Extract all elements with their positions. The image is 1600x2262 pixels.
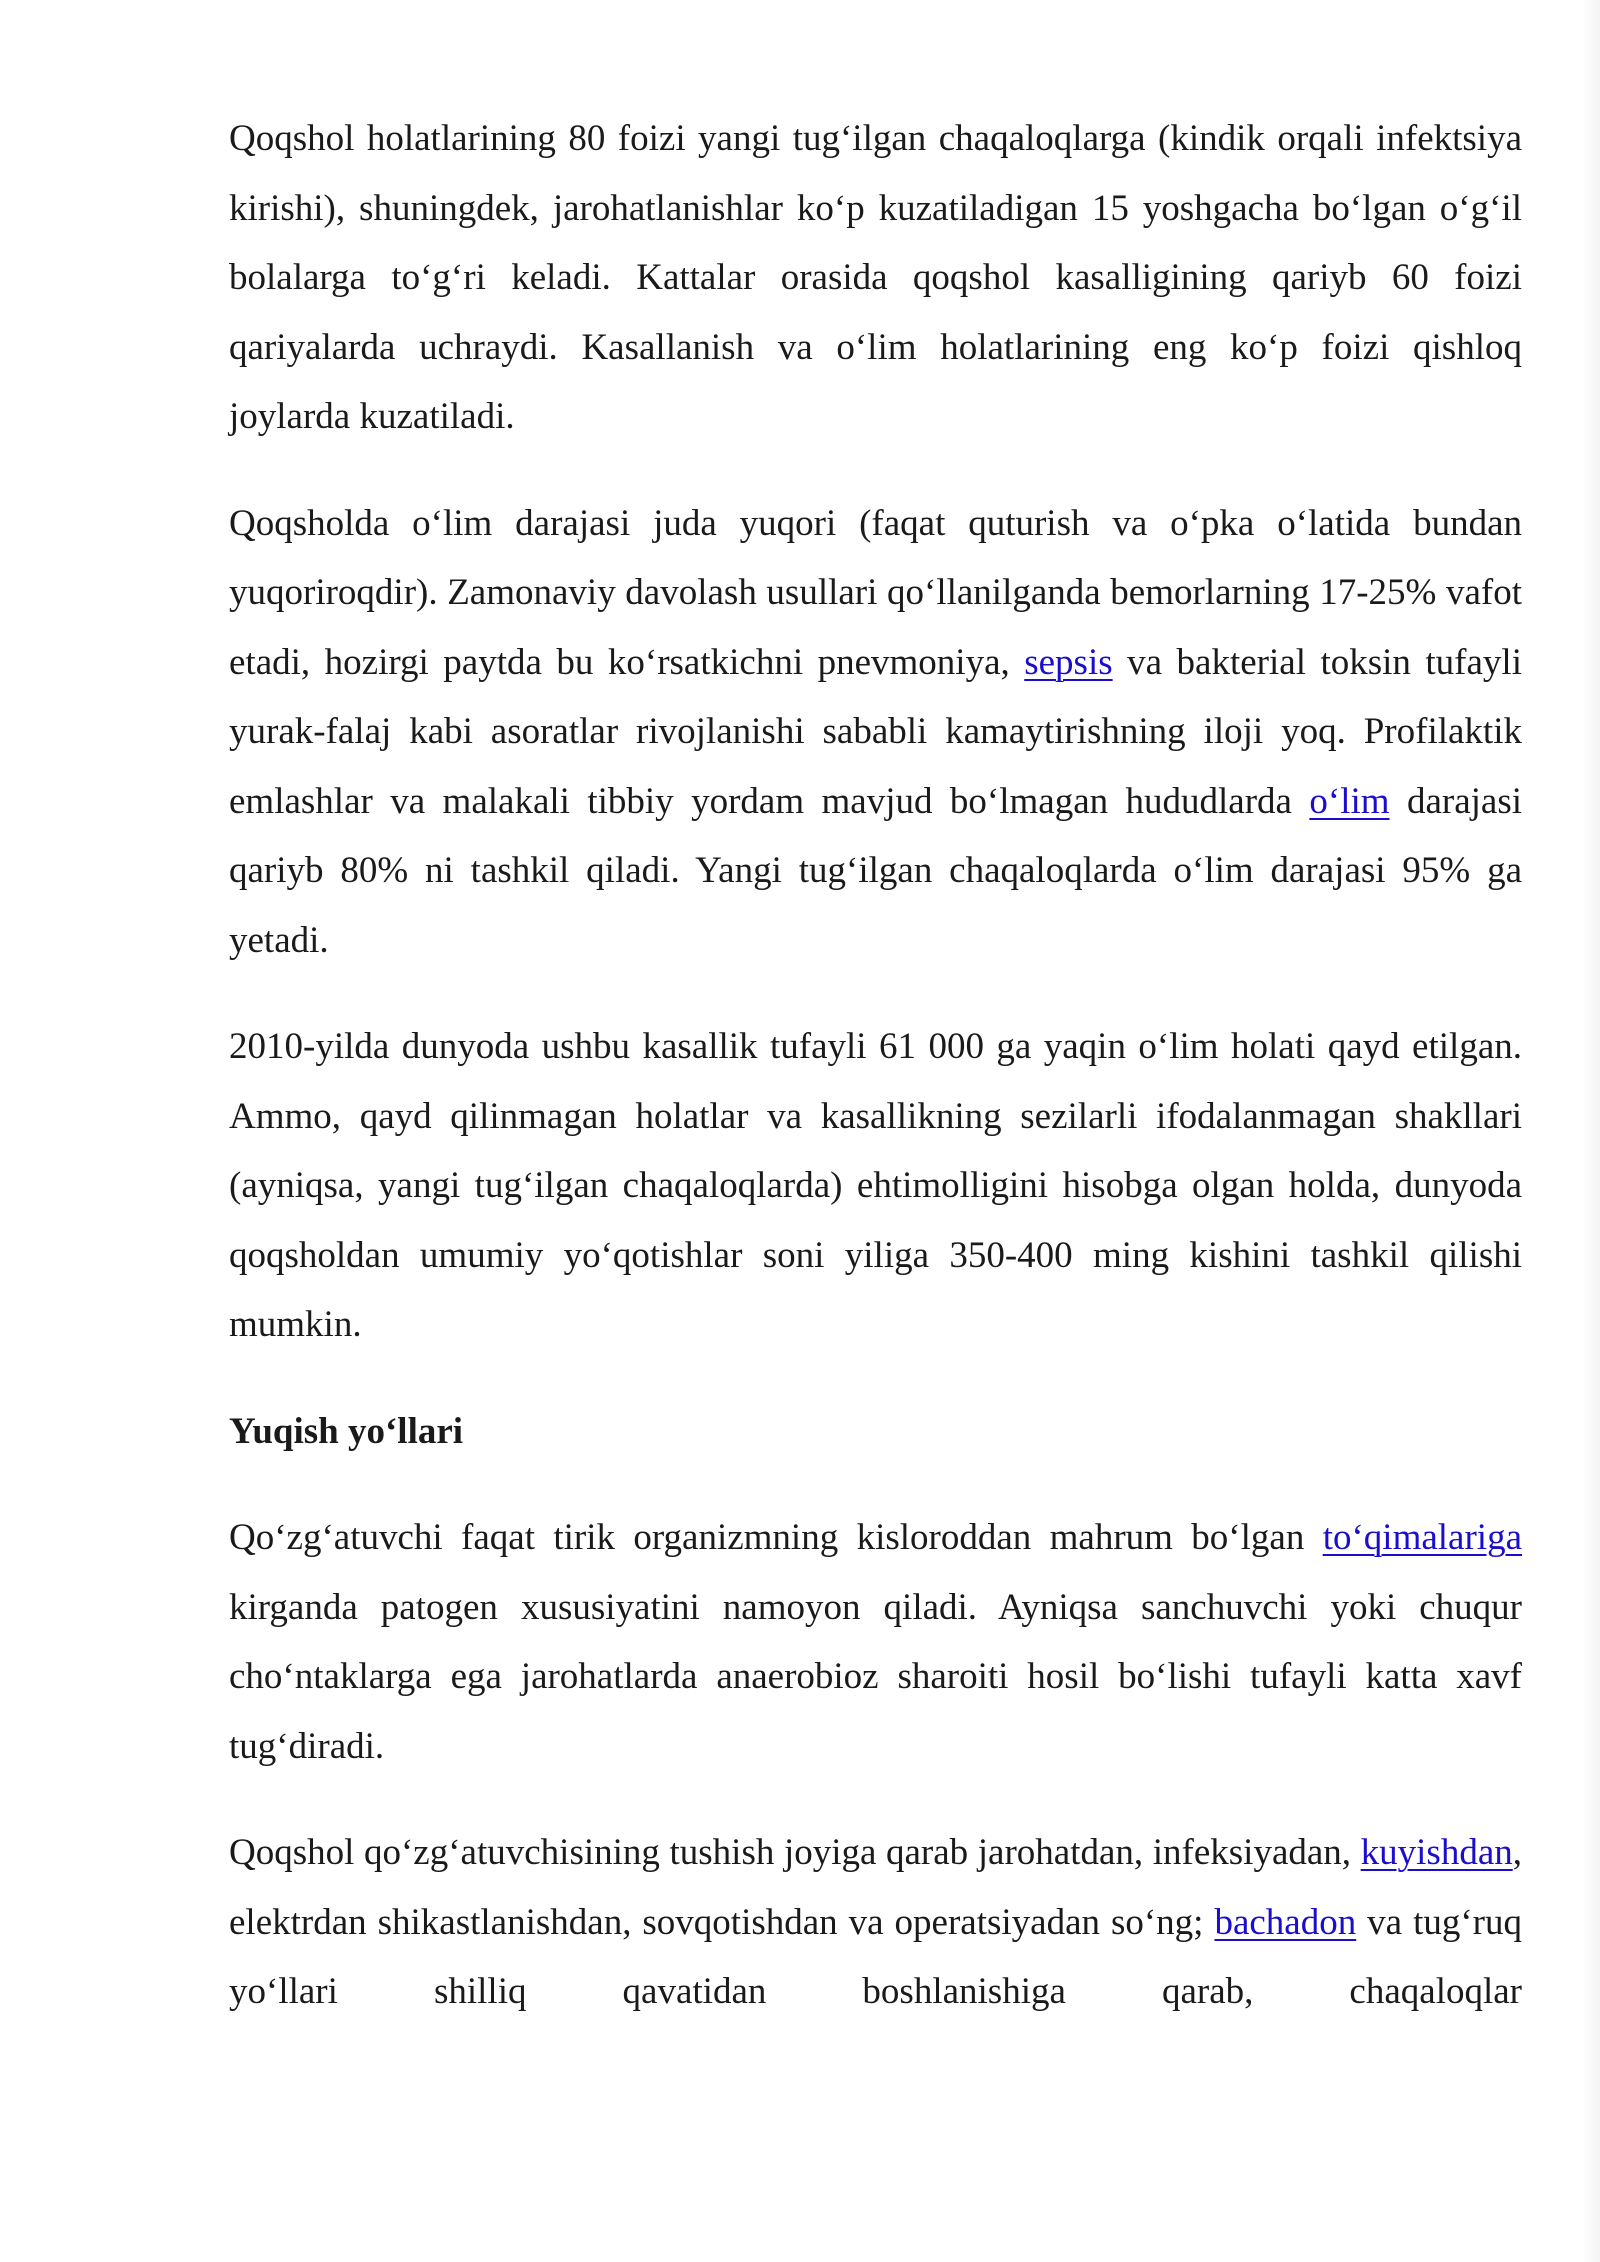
paragraph-3-text: 2010-yilda dunyoda ushbu kasallik tufayli 61 000 ga yaqin o‘lim holati qayd etilgan. Ammo, qayd qilinmagan holatlar va kasallikning sezilarli ifodalanmagan shakllari (ayniqsa, yangi tug‘ilgan chaqaloqlarda) ehtimolligini hisobga olgan holda, dunyoda qoqsholdan umumiy yo‘qotishlar soni yiliga 350-400 ming kishini tashkil qilishi mumkin. — [229, 1026, 1522, 1345]
paragraph-5-text-part3: va tug‘ruq yo‘llari shilliq qavatidan boshlanishiga qarab, chaqaloqlar — [229, 1901, 1522, 2012]
paragraph-5-text-part1: Qoqshol qo‘zg‘atuvchisining tushish joyiga qarab jarohatdan, infeksiyadan, — [229, 1832, 1361, 1873]
paragraph-5-text-part2: , elektrdan shikastlanishdan, sovqotishdan va operatsiyadan so‘ng; — [229, 1832, 1522, 1943]
paragraph-2 — [229, 489, 1522, 976]
page-edge-shadow — [1582, 0, 1600, 2262]
link-olim[interactable]: o‘lim — [1309, 780, 1390, 822]
section-heading: Yuqish yo‘llari — [229, 1410, 464, 1452]
paragraph-2-text-part2: va bakterial toksin tufayli yurak-falaj kabi asoratlar rivojlanishi sababli kamaytirishning iloji yoq. Profilaktik emlashlar va malakali tibbiy yordam mavjud bo‘lmagan hududlarda — [229, 641, 1522, 822]
paragraph-2-text-part1: Qoqsholda o‘lim darajasi juda yuqori (faqat quturish va o‘pka o‘latida bundan yuqoriroqdir). Zamonaviy davolash usullari qo‘llanilganda bemorlarning 17-25% vafot etadi, hozirgi paytda bu ko‘rsatkichni pnevmoniya, — [229, 502, 1522, 683]
paragraph-4-text-part1: Qo‘zg‘atuvchi faqat tirik organizmning kisloroddan mahrum bo‘lgan — [229, 1517, 1323, 1558]
document-body — [229, 104, 1522, 2064]
link-bachadon[interactable]: bachadon — [1214, 1901, 1357, 1943]
paragraph-4 — [229, 1503, 1522, 1781]
link-kuyishdan[interactable]: kuyishdan — [1360, 1832, 1513, 1873]
paragraph-5 — [229, 1818, 1522, 2027]
link-sepsis[interactable]: sepsis — [1024, 641, 1113, 683]
paragraph-1-text: Qoqshol holatlarining 80 foizi yangi tug‘ilgan chaqaloqlarga (kindik orqali infektsiya kirishi), shuningdek, jarohatlanishlar ko‘p kuzatiladigan 15 yoshgacha bo‘lgan o‘g‘il bolalarga to‘g‘ri keladi. Kattalar orasida qoqshol kasalligining qariyb 60 foizi qariyalarda uchraydi. Kasallanish va o‘lim holatlarining eng ko‘p foizi qishloq joylarda kuzatiladi. — [229, 118, 1522, 437]
paragraph-3 — [229, 1012, 1522, 1360]
paragraph-4-text-part2: kirganda patogen xususiyatini namoyon qiladi. Ayniqsa sanchuvchi yoki chuqur cho‘ntaklarga ega jarohatlarda anaerobioz sharoiti hosil bo‘lishi tufayli katta xavf tug‘diradi. — [229, 1586, 1522, 1767]
link-toqimalariga[interactable]: to‘qimalariga — [1322, 1517, 1522, 1558]
paragraph-2-text-part3: darajasi qariyb 80% ni tashkil qiladi. Yangi tug‘ilgan chaqaloqlarda o‘lim darajasi 95% ga yetadi. — [229, 780, 1522, 961]
paragraph-1 — [229, 104, 1522, 452]
